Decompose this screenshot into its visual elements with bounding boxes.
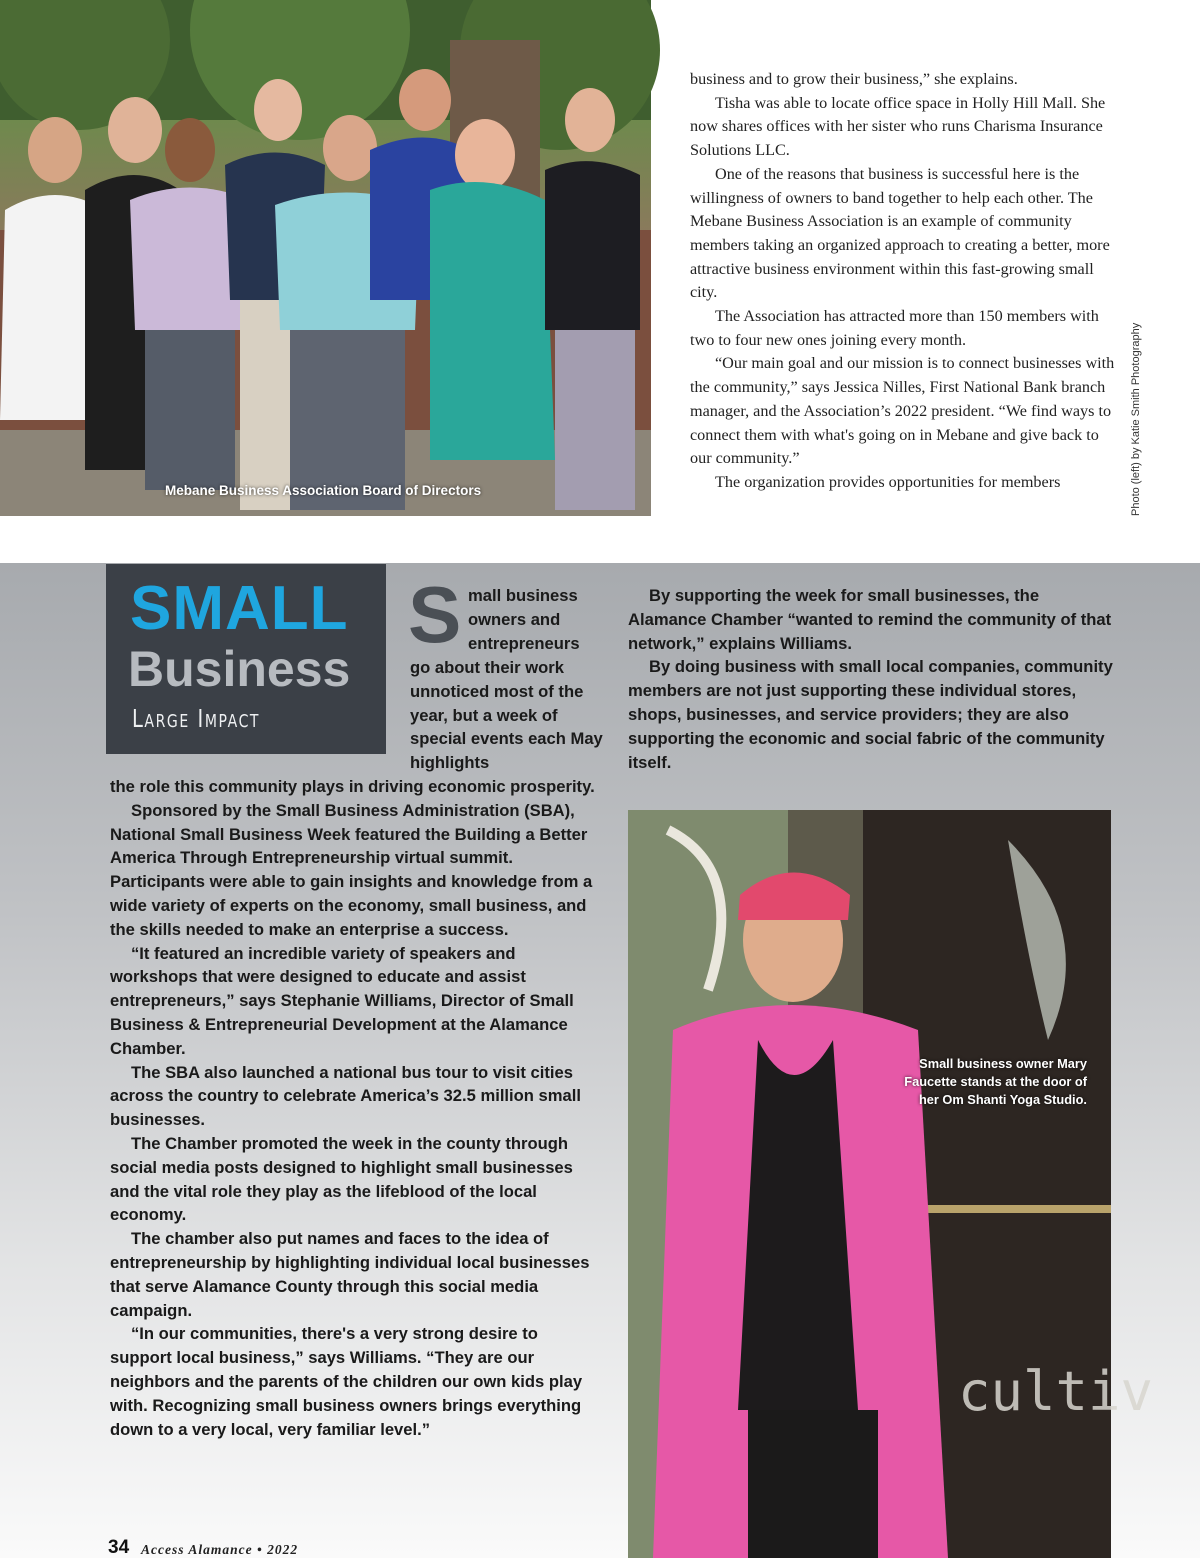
window-lettering: cultiv [958,1360,1154,1423]
board-photo [0,0,651,516]
paragraph: By doing business with small local companies, community members are not just supporting these individual stores, shops, businesses, and service providers; they are also supporting the economic and social fabric of the community itself. [628,657,1113,772]
paragraph: The chamber also put names and faces to the idea of entrepreneurship by highlighting individual local businesses that serve Alamance County through this social media campaign. [110,1229,590,1320]
paragraph: The SBA also launched a national bus tour to visit cities across the country to celebrate America’s 32.5 million small businesses. [110,1062,581,1130]
paragraph: “In our communities, there's a very strong desire to support local business,” says Williams. “They are our neighbors and the parents of the children our own kids play with. Recognizing small business owners brings everything down to a very local, very familiar level.” [110,1324,583,1439]
paragraph: The organization provides opportunities for members [715,472,1061,491]
paragraph: By supporting the week for small businesses, the Alamance Chamber “wanted to remind the community of that network,” explains Williams. [628,586,1112,653]
feature-title-business: Business [128,641,351,697]
board-photo-illustration [0,0,651,516]
yoga-studio-photo [628,810,1154,1558]
feature-title-impact: Large Impact [132,704,261,733]
paragraph: business and to grow their business,” she explains. [690,70,1018,88]
paragraph: One of the reasons that business is successful here is the willingness of owners to band together to help each other. The Mebane Business Association is an example of community members taking an organized approach to creating a better, more attractive business environment within this fast-growing small city. [690,164,1110,302]
feature-left-column [110,775,600,1441]
drop-cap: S [408,570,462,659]
paragraph: The Chamber promoted the week in the county through social media posts designed to highlight small businesses and the vital role they play as the lifeblood of the local economy. [110,1133,573,1225]
photo-credit: Photo (left) by Katie Smith Photography [1130,322,1142,516]
lead-text-b: go about their work unnoticed most of the year, but a week of special events each May highlights [410,658,603,773]
yoga-photo-caption: Small business owner Mary Faucette stands at the door of her Om Shanti Yoga Studio. [904,1056,1087,1107]
paragraph: the role this community plays in driving economic prosperity. [110,777,595,796]
top-article-column [690,68,1115,495]
feature-title-small: SMALL [130,574,349,643]
paragraph: Sponsored by the Small Business Administration (SBA), National Small Business Week featured the Building a Better America Through Entrepreneurship virtual summit. Participants were able to gain insights and knowledge from a wide variety of experts on the economy, small business, and the skills needed to make an enterprise a success. [110,800,593,939]
paragraph: The Association has attracted more than 150 members with two to four new ones joining every month. [690,307,1099,349]
paragraph: “It featured an incredible variety of speakers and workshops that were designed to educate and assist entrepreneurs,” says Stephanie Williams, Director of Small Business & Entrepreneurial Development at the Alamance Chamber. [110,943,574,1058]
lead-text-a: mall business owners and entrepreneurs [468,586,580,653]
feature-right-column [628,584,1113,774]
paragraph: Tisha was able to locate office space in Holly Hill Mall. She now shares offices with her sister who runs Charisma Insurance Solutions LLC. [690,93,1106,160]
paragraph: “Our main goal and our mission is to connect businesses with the community,” says Jessica Nilles, First National Bank branch manager, and the Association’s 2022 president. “We find ways to connect them with what's going on in Mebane and give back to our community.” [690,354,1115,468]
publication-name: Access Alamance • 2022 [141,1542,299,1557]
board-photo-caption: Mebane Business Association Board of Directors [165,483,482,498]
page-number: 34 [108,1537,130,1558]
feature-title-box [106,564,386,754]
yoga-photo-illustration [628,810,1154,1558]
